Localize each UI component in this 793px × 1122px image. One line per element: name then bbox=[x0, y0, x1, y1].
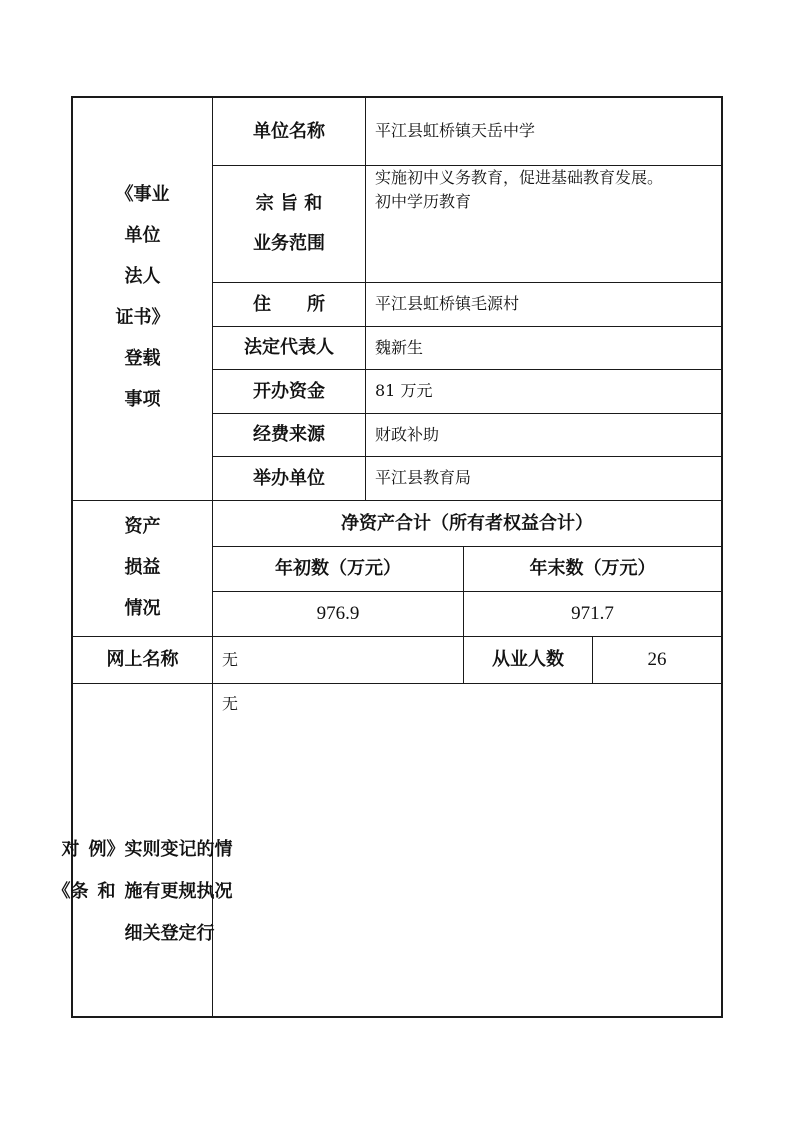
funding-label: 经费来源 bbox=[253, 424, 325, 446]
compliance-label-line: 记规定 bbox=[178, 839, 197, 944]
compliance-label-line: 情 况 bbox=[214, 839, 233, 902]
staff-count-label: 从业人数 bbox=[492, 649, 564, 671]
unit-name-value: 平江县虹桥镇天岳中学 bbox=[375, 121, 536, 141]
assets-label-line: 资产 bbox=[124, 516, 161, 537]
net-assets-header: 净资产合计（所有者权益合计） bbox=[341, 512, 593, 534]
purpose-value-line1: 实施初中义务教育，促进基础教育发展。 bbox=[375, 168, 664, 187]
start-of-year-value: 976.9 bbox=[316, 602, 360, 624]
purpose-label-line1: 宗 旨 和 bbox=[255, 193, 323, 214]
capital-value: 81 万元 bbox=[375, 381, 433, 401]
online-name-value: 无 bbox=[222, 649, 239, 669]
funding-value: 财政补助 bbox=[375, 424, 440, 444]
compliance-label-line: 的执行 bbox=[196, 839, 215, 944]
address-value: 平江县虹桥镇毛源村 bbox=[375, 294, 520, 314]
table-border-right bbox=[721, 96, 723, 1018]
registration-label-line: 《事业 bbox=[115, 184, 170, 205]
legal-rep-value: 魏新生 bbox=[375, 337, 424, 357]
purpose-label-line2: 业务范围 bbox=[253, 233, 325, 254]
staff-count-value: 26 bbox=[647, 648, 667, 670]
compliance-label-line: 实施细 bbox=[124, 839, 143, 944]
registration-label-line: 登载 bbox=[124, 348, 161, 369]
purpose-value-line2: 初中学历教育 bbox=[375, 192, 472, 211]
purpose-label bbox=[213, 166, 365, 282]
purpose-value bbox=[366, 166, 721, 282]
compliance-label-line: 对《条 bbox=[52, 839, 89, 902]
sponsor-label: 举办单位 bbox=[253, 467, 325, 489]
compliance-label-line: 则有关 bbox=[142, 839, 161, 944]
registration-label-line: 单位 bbox=[124, 225, 161, 246]
start-of-year-label: 年初数（万元） bbox=[275, 558, 401, 580]
sponsor-value: 平江县教育局 bbox=[375, 468, 472, 488]
end-of-year-value: 971.7 bbox=[571, 602, 614, 624]
legal-rep-label: 法定代表人 bbox=[244, 337, 334, 359]
table-border-bottom bbox=[71, 1016, 723, 1018]
compliance-section-label bbox=[52, 684, 233, 1016]
capital-label: 开办资金 bbox=[253, 380, 325, 402]
registration-label-line: 证书》 bbox=[115, 307, 170, 328]
assets-section-label bbox=[73, 505, 212, 630]
compliance-label-line: 例》和 bbox=[88, 839, 125, 902]
unit-name-label: 单位名称 bbox=[253, 120, 325, 142]
assets-label-line: 损益 bbox=[124, 557, 161, 578]
registration-label-line: 法人 bbox=[124, 266, 161, 287]
address-label: 住 所 bbox=[253, 293, 325, 315]
compliance-label-line: 变更登 bbox=[160, 839, 179, 944]
registration-label-line: 事项 bbox=[124, 389, 161, 410]
assets-label-line: 情况 bbox=[124, 598, 161, 619]
registration-section-label bbox=[73, 172, 212, 422]
online-name-label: 网上名称 bbox=[106, 649, 179, 671]
end-of-year-label: 年末数（万元） bbox=[529, 558, 656, 580]
compliance-value: 无 bbox=[222, 693, 239, 713]
